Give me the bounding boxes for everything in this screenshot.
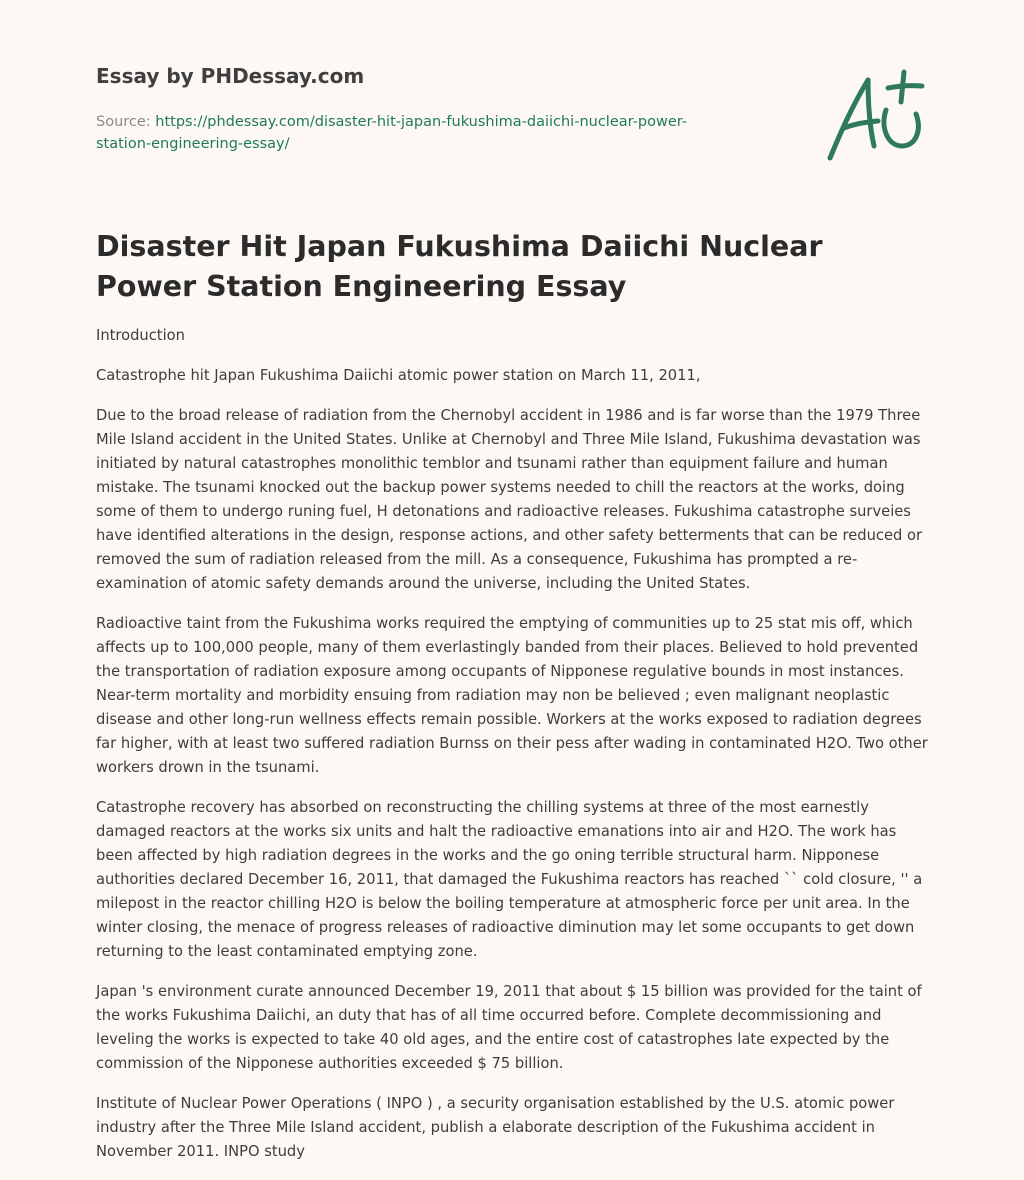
paragraph: Due to the broad release of radiation from the Chernobyl accident in 1986 and is far worse than the 1979 Three Mile Island accident in the United States. Unlike at Chernobyl and Three Mile Island, Fukushima devastation was initiated by natural catastrophes monolithic temblor and tsunami rather than equipment failure and human mistake. The tsunami knocked out the backup power systems needed to chill the reactors at the works, doing some of them to undergo runing fuel, H detonations and radioactive releases. Fukushima catastrophe surveies have identified alterations in the design, response actions, and other safety betterments that can be reduced or removed the sum of radiation released from the mill. As a consequence, Fukushima has prompted a re-examination of atomic safety demands around the universe, including the United States.	[96, 407, 923, 592]
paragraph: Institute of Nuclear Power Operations ( INPO ) , a security organisation established by the U.S. atomic power industry after the Three Mile Island accident, publish a elaborate description of the Fukushima accident in November 2011. INPO study	[96, 1095, 895, 1160]
a-plus-logo-icon	[822, 66, 932, 166]
paragraph: Japan 's environment curate announced December 19, 2011 that about $ 15 billion was provided for the taint of the works Fukushima Daiichi, an duty that has of all time occurred before. Complete decommissioning and leveling the works is expected to take 40 old ages, and the entire cost of catastrophes late expected by the commission of the Nipponese authorities exceeded $ 75 billion.	[96, 983, 922, 1072]
source-label: Source:	[96, 114, 156, 130]
paragraph: Catastrophe hit Japan Fukushima Daiichi atomic power station on March 11, 2011,	[96, 367, 701, 384]
paragraph-introduction: Introduction	[96, 327, 185, 344]
source-line	[96, 111, 736, 155]
paragraph: Catastrophe recovery has absorbed on reconstructing the chilling systems at three of the most earnestly damaged reactors at the works six units and halt the radioactive emanations into air and H2O. The work has been affected by high radiation degrees in the works and the go oning terrible structural harm. Nipponese authorities declared December 16, 2011, that damaged the Fukushima reactors has reached `` cold closure, '' a milepost in the reactor chilling H2O is below the boiling temperature at atmospheric force per unit area. In the winter closing, the menace of progress releases of radioactive diminution may let some occupants to get down returning to the least contaminated emptying zone.	[96, 799, 923, 960]
paragraph: Radioactive taint from the Fukushima works required the emptying of communities up to 25 stat mis off, which affects up to 100,000 people, many of them everlastingly banded from their places. Believed to hold prevented the transportation of radiation exposure among occupants of Nipponese regulative bounds in most instances. Near-term mortality and morbidity ensuing from radiation may non be believed ; even malignant neoplastic disease and other long-run wellness effects remain possible. Workers at the works exposed to radiation degrees far higher, with at least two suffered radiation Burnss on their pess after wading in contaminated H2O. Two other workers drown in the tsunami.	[96, 615, 928, 776]
essay-title: Disaster Hit Japan Fukushima Daiichi Nuclear Power Station Engineering Essay	[96, 230, 823, 303]
essay-body	[96, 324, 928, 1180]
site-brand: Essay by PHDessay.com	[96, 64, 365, 88]
source-link[interactable]: https://phdessay.com/disaster-hit-japan-fukushima-daiichi-nuclear-power-station-engineering-essay/	[96, 114, 688, 152]
